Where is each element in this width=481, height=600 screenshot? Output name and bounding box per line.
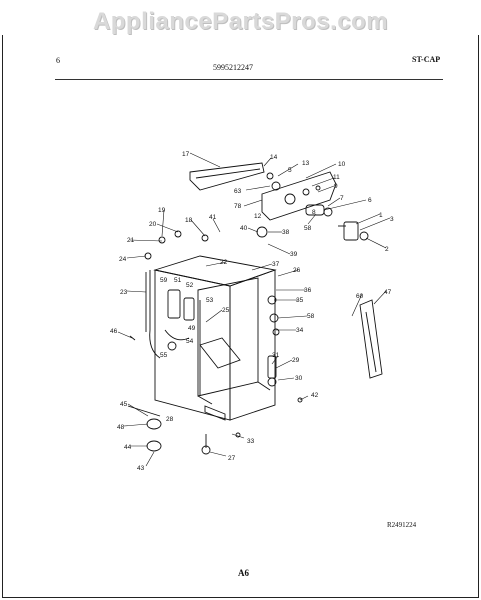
callout-28: 28 bbox=[166, 416, 174, 423]
callout-58-b: 58 bbox=[307, 313, 315, 320]
thermostat-part bbox=[267, 173, 332, 216]
callout-47: 47 bbox=[384, 289, 392, 296]
callout-38: 38 bbox=[282, 229, 290, 236]
callout-39: 39 bbox=[290, 251, 298, 258]
leader-lines bbox=[118, 153, 390, 466]
callout-46: 46 bbox=[110, 328, 118, 335]
bottom-hinge-part bbox=[128, 406, 210, 454]
door-stop-part bbox=[268, 296, 302, 402]
callout-20: 20 bbox=[149, 221, 157, 228]
light-socket-part bbox=[338, 222, 368, 240]
callout-30: 30 bbox=[295, 375, 303, 382]
callout-25: 25 bbox=[222, 307, 230, 314]
callout-13: 13 bbox=[302, 160, 310, 167]
callout-34: 34 bbox=[296, 327, 304, 334]
callout-24: 24 bbox=[119, 256, 127, 263]
callout-33: 33 bbox=[247, 438, 255, 445]
callout-44: 44 bbox=[124, 444, 132, 451]
callout-17: 17 bbox=[182, 151, 190, 158]
section-code: ST-CAP bbox=[412, 55, 441, 64]
callout-6: 6 bbox=[368, 197, 372, 204]
fastener-parts bbox=[130, 227, 267, 437]
callout-14: 14 bbox=[270, 154, 278, 161]
callout-5: 5 bbox=[288, 167, 292, 174]
site-watermark: AppliancePartsPros.com bbox=[92, 8, 389, 35]
callout-29: 29 bbox=[292, 357, 300, 364]
drain-tube-part bbox=[146, 270, 160, 358]
callout-40: 40 bbox=[240, 225, 248, 232]
callout-26: 26 bbox=[293, 267, 301, 274]
callout-11: 11 bbox=[333, 174, 340, 181]
reference-code: R2491224 bbox=[387, 521, 417, 529]
callout-42: 42 bbox=[311, 392, 319, 399]
callout-27: 27 bbox=[228, 455, 236, 462]
page-code: A6 bbox=[238, 568, 249, 578]
callout-54: 54 bbox=[186, 338, 194, 345]
model-number: 5995212247 bbox=[213, 63, 253, 72]
callout-43: 43 bbox=[137, 465, 145, 472]
callout-3: 3 bbox=[390, 216, 394, 223]
callout-35: 35 bbox=[296, 297, 304, 304]
callout-19: 19 bbox=[158, 207, 166, 214]
callout-labels bbox=[110, 151, 394, 472]
callout-23: 23 bbox=[120, 289, 128, 296]
page-number: 6 bbox=[56, 56, 60, 65]
callout-21: 21 bbox=[127, 237, 135, 244]
callout-59: 59 bbox=[160, 277, 168, 284]
callout-78: 78 bbox=[234, 203, 242, 210]
callout-45: 45 bbox=[120, 401, 128, 408]
callout-36: 36 bbox=[304, 287, 312, 294]
callout-2: 2 bbox=[385, 246, 389, 253]
callout-37: 37 bbox=[272, 261, 280, 268]
callout-7: 7 bbox=[340, 195, 344, 202]
callout-53: 53 bbox=[206, 297, 214, 304]
callout-18: 18 bbox=[185, 217, 193, 224]
callout-22: 22 bbox=[220, 259, 228, 266]
callout-12: 12 bbox=[254, 213, 262, 220]
callout-51: 51 bbox=[174, 277, 182, 284]
callout-10: 10 bbox=[338, 161, 346, 168]
control-housing-part bbox=[262, 172, 336, 220]
top-grille-part bbox=[190, 163, 264, 190]
callout-1: 1 bbox=[379, 212, 383, 219]
callout-60: 60 bbox=[356, 293, 364, 300]
callout-48: 48 bbox=[117, 424, 125, 431]
callout-8: 8 bbox=[312, 209, 316, 216]
callout-63: 63 bbox=[234, 188, 242, 195]
callout-58: 58 bbox=[304, 225, 312, 232]
callout-41: 41 bbox=[209, 214, 217, 221]
callout-49: 49 bbox=[188, 325, 196, 332]
callout-55: 55 bbox=[160, 352, 168, 359]
callout-31: 31 bbox=[272, 352, 280, 359]
callout-52: 52 bbox=[186, 282, 194, 289]
callout-9: 9 bbox=[334, 183, 338, 190]
shelf-rail-part bbox=[360, 300, 382, 378]
